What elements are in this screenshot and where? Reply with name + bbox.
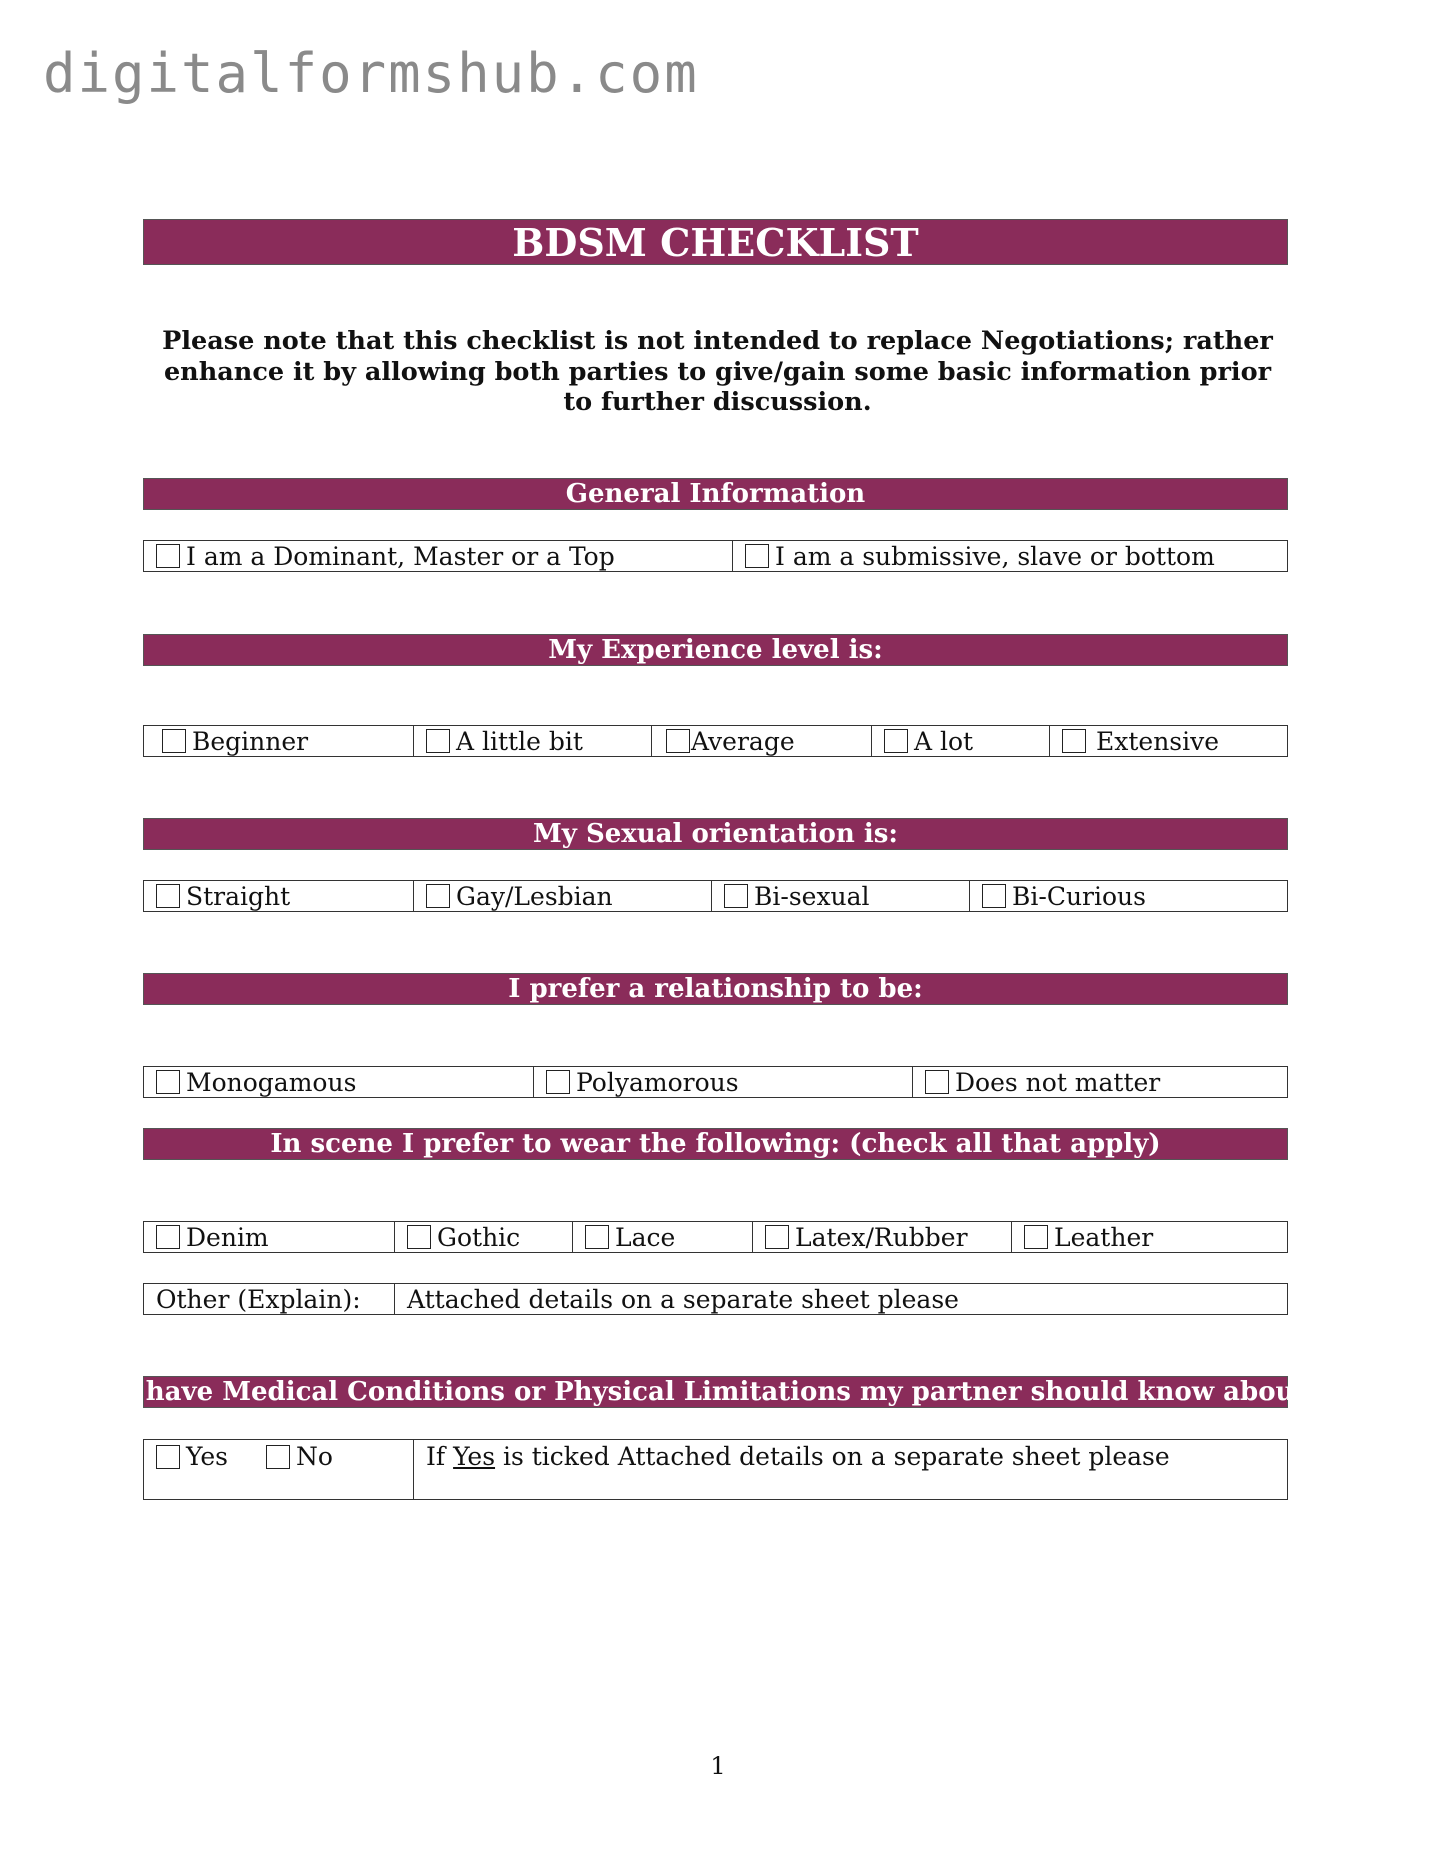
- wear-other-row: [143, 1283, 1288, 1315]
- section-header-relationship: I prefer a relationship to be:: [143, 973, 1288, 1005]
- checkbox[interactable]: [666, 729, 690, 753]
- instruction-suffix: is ticked Attached details on a separate sheet please: [495, 1442, 1170, 1471]
- option-label: Gothic: [437, 1222, 521, 1252]
- option-leather[interactable]: [1012, 1222, 1287, 1252]
- checkbox[interactable]: [925, 1070, 949, 1094]
- checkbox[interactable]: [745, 544, 769, 568]
- option-label: Gay/Lesbian: [456, 881, 613, 911]
- checkbox[interactable]: [546, 1070, 570, 1094]
- option-label: I am a submissive, slave or bottom: [775, 541, 1215, 571]
- option-label: Straight: [186, 881, 291, 911]
- option-bi-sexual[interactable]: [712, 881, 970, 911]
- medical-instruction[interactable]: [414, 1440, 1287, 1499]
- section-header-medical: I have Medical Conditions or Physical Limitations my partner should know about: [124, 1377, 1307, 1407]
- option-dominant[interactable]: [144, 541, 733, 571]
- option-label: Denim: [186, 1222, 269, 1252]
- option-a-little-bit[interactable]: [414, 726, 652, 756]
- relationship-options-row: [143, 1066, 1288, 1098]
- medical-row: [143, 1439, 1288, 1500]
- other-label: Other (Explain):: [144, 1284, 395, 1314]
- section-header-general: General Information: [143, 478, 1288, 510]
- section-header-wear: In scene I prefer to wear the following: (check all that apply): [143, 1128, 1288, 1160]
- intro-note: Please note that this checklist is not intended to replace Negotiations; rather enhance it by allowing both parties to give/gain some basic information prior to further discussion.: [162, 326, 1273, 417]
- section-header-experience: My Experience level is:: [143, 634, 1288, 666]
- option-label: Extensive: [1096, 726, 1220, 756]
- checkbox[interactable]: [765, 1225, 789, 1249]
- checkbox[interactable]: [982, 884, 1006, 908]
- option-label: Monogamous: [186, 1067, 357, 1097]
- option-label: A lot: [914, 726, 974, 756]
- form-title: BDSM CHECKLIST: [143, 219, 1288, 265]
- checkbox[interactable]: [724, 884, 748, 908]
- option-label: A little bit: [456, 726, 583, 756]
- option-denim[interactable]: [144, 1222, 395, 1252]
- option-a-lot[interactable]: [872, 726, 1050, 756]
- checkbox[interactable]: [156, 544, 180, 568]
- option-label: Latex/Rubber: [795, 1222, 968, 1252]
- option-label: Yes: [186, 1442, 228, 1471]
- option-label: No: [295, 1442, 333, 1471]
- checkbox[interactable]: [162, 729, 186, 753]
- option-does-not-matter[interactable]: [913, 1067, 1287, 1097]
- option-polyamorous[interactable]: [534, 1067, 913, 1097]
- option-extensive[interactable]: [1050, 726, 1287, 756]
- option-label: I am a Dominant, Master or a Top: [186, 541, 615, 571]
- watermark: digitalformshub.com: [43, 42, 699, 105]
- option-no[interactable]: [266, 1442, 333, 1471]
- checkbox[interactable]: [426, 884, 450, 908]
- wear-options-row: [143, 1221, 1288, 1253]
- option-monogamous[interactable]: [144, 1067, 534, 1097]
- option-average[interactable]: [652, 726, 872, 756]
- checkbox[interactable]: [407, 1225, 431, 1249]
- page-number: 1: [710, 1752, 726, 1780]
- instruction-yes: Yes: [453, 1442, 496, 1471]
- checkbox[interactable]: [884, 729, 908, 753]
- orientation-options-row: [143, 880, 1288, 912]
- checkbox[interactable]: [1062, 729, 1086, 753]
- other-explain-field[interactable]: Attached details on a separate sheet please: [407, 1284, 959, 1314]
- option-label: Bi-sexual: [754, 881, 870, 911]
- checkbox[interactable]: [426, 729, 450, 753]
- option-bi-curious[interactable]: [970, 881, 1287, 911]
- checkbox[interactable]: [156, 1070, 180, 1094]
- option-lace[interactable]: [573, 1222, 753, 1252]
- option-yes[interactable]: [156, 1442, 228, 1471]
- checkbox[interactable]: [156, 1445, 180, 1469]
- option-submissive[interactable]: [733, 541, 1287, 571]
- checkbox[interactable]: [585, 1225, 609, 1249]
- checkbox[interactable]: [156, 1225, 180, 1249]
- option-gay-lesbian[interactable]: [414, 881, 712, 911]
- option-label: Does not matter: [955, 1067, 1161, 1097]
- option-label: Lace: [615, 1222, 676, 1252]
- option-label: Bi-Curious: [1012, 881, 1146, 911]
- option-gothic[interactable]: [395, 1222, 573, 1252]
- experience-options-row: [143, 725, 1288, 757]
- medical-yes-no: [144, 1440, 414, 1499]
- option-label: Beginner: [192, 726, 309, 756]
- option-latex-rubber[interactable]: [753, 1222, 1012, 1252]
- section-header-orientation: My Sexual orientation is:: [143, 818, 1288, 850]
- option-label: Polyamorous: [576, 1067, 739, 1097]
- option-label: Leather: [1054, 1222, 1154, 1252]
- option-label: Average: [691, 726, 795, 756]
- checkbox[interactable]: [1024, 1225, 1048, 1249]
- instruction-prefix: If: [426, 1442, 454, 1471]
- checkbox[interactable]: [156, 884, 180, 908]
- option-straight[interactable]: [144, 881, 414, 911]
- option-beginner[interactable]: [144, 726, 414, 756]
- general-options-row: [143, 540, 1288, 572]
- checkbox[interactable]: [266, 1445, 290, 1469]
